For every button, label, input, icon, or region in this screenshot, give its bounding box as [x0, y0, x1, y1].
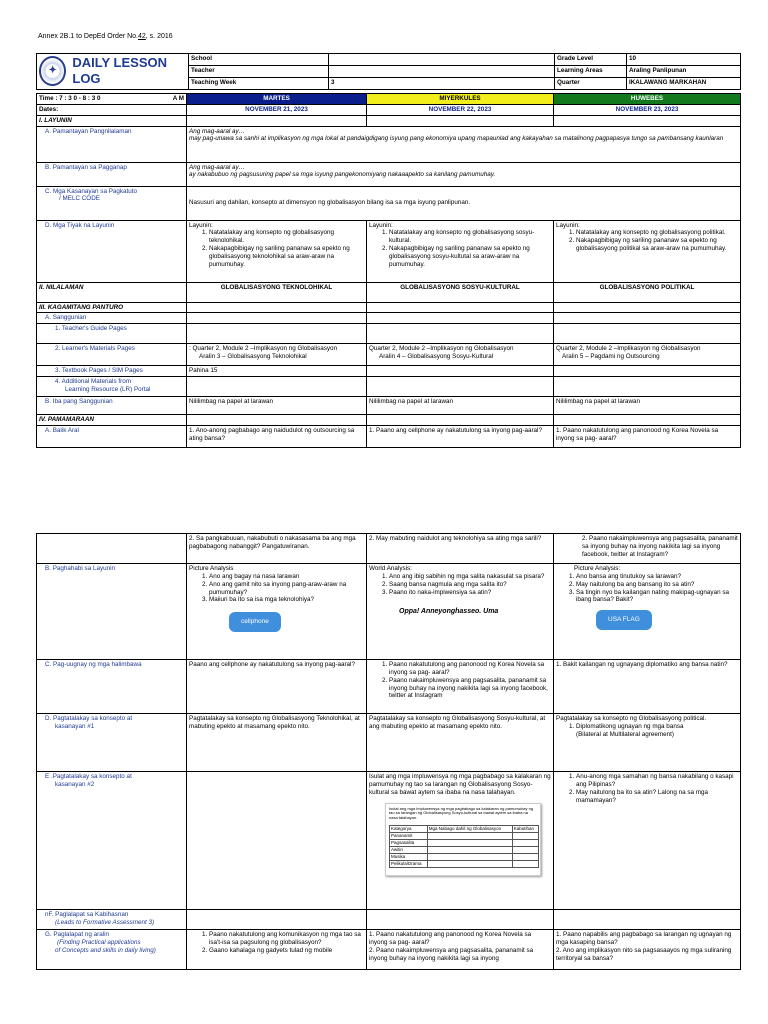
worksheet-row: Awitin: [390, 846, 428, 853]
pagtatalakay1-mon: Pagtatalakay sa konsepto ng Globalisasyong Teknolohikal, at mabuting epekto at masamang epekto nito.: [187, 714, 367, 772]
paghahabi-label: B. Paghahabi sa Layunin: [37, 564, 187, 660]
pag-uugnay-mon: Paano ang cellphone ay nakatutulong sa inyong pag-aaral?: [187, 660, 367, 714]
paglalapat-aralin-wed-1: 1. Paano nakatutulong ang panonood ng Korea Novela sa inyong sa pag- aaral?: [369, 931, 532, 946]
worksheet-caption: Isulat ang mga impluwensya ng mga pagbabago sa kalakaran ng pamumuhay ng tao sa larangan ng Globalisasyong Sosyo-kultural sa bawat aytem sa ibaba na nasa talahayan.: [389, 805, 534, 821]
paghahabi-wed: [367, 564, 554, 660]
paghahabi-wed-title: World Analysis:: [369, 565, 412, 572]
paghahabi-thu-item: 2. May naitulong ba ang bansang ito sa atin?: [576, 581, 738, 589]
iba-mon: Nililimbag na papel at larawan: [187, 397, 367, 415]
paglalapat-aralin-wed-2: 2. Paano nakaimpluwensya ang pagsasalita, pananamit sa inyong buhay na inyong nakikita lagi sa inyong: [369, 946, 534, 962]
additional-materials-label-2: Learning Resource (LR) Portal: [65, 386, 151, 394]
pagtatalakay1-wed: Pagtatalakay sa konsepto ng Globalisasyong Sosyu-kultural, at ang mabuting epekto at masamang epekto nito.: [367, 714, 554, 772]
worksheet-row: Pagsasalita: [390, 839, 428, 846]
layunin-thu-item: 2. Nakapagbibigay ng sariling pananaw sa epekto ng globalisasyong politikal sa araw-araw na pumumuhay.: [576, 237, 738, 253]
pagtatalakay2-thu-item: 1. Anu-anong mga samahan ng bansa nakabilang o kasapi ang Pilipinas?: [576, 773, 738, 789]
layunin-thu-item: 1. Natatalakay ang konsepto ng globalisasyong politikal.: [576, 229, 738, 237]
balik-aral-wed: 1. Paano ang cellphone ay nakatutulong sa inyong pag-aaral?: [367, 426, 554, 448]
paghahabi-thu-item: 3. Sa tingin nyo ba kailangan nating makipag-ugnayan sa ibang bansa? Bakit?: [576, 589, 738, 605]
dates-label: Dates:: [37, 104, 187, 115]
pagtatalakay2-thu: [554, 772, 741, 910]
additional-materials-label-1: 4. Additional Materials from: [55, 378, 131, 386]
kasanayan-label: [37, 186, 187, 220]
lm-mon: [187, 344, 367, 366]
section-nilalaman: II. NILALAMAN: [37, 282, 187, 302]
pamantayan-nilalaman-l1: Ang mag-aaral ay…: [189, 127, 245, 135]
time-label: Time : 7 : 3 0 - 8 : 3 0: [39, 95, 101, 102]
paglalapat-aralin-label-3: of Concepts and skills in daily living): [55, 946, 156, 954]
deped-seal-icon: ✦: [39, 56, 66, 86]
pagtatalakay1-label-2: kasanayan #1: [55, 722, 95, 730]
day-header-thu: HUWEBES: [554, 94, 741, 105]
lm-wed-2: Aralin 4 – Globalisasyong Sosyu-Kultural: [379, 353, 494, 361]
school-label: School: [189, 54, 329, 66]
time-ampm: A M: [172, 95, 184, 102]
paghahabi-wed-item: 2. Saang bansa nagmula ang mga salita ito?: [389, 581, 551, 589]
pagtatalakay2-thu-item: 2. May naitulong ba ito sa atin? Lalong na sa mga mamamayan?: [576, 789, 738, 805]
annex-number: 42: [138, 33, 146, 40]
paghahabi-wed-item: 1. Ano ang ibig sabihin ng mga salita nakasulat sa pisara?: [389, 573, 551, 581]
annex-line: [38, 33, 173, 40]
pamantayan-nilalaman-l2: may pag-unawa sa sanhi at implikasyon ng mga lokal at pandaigdigang isyung pang ekonomiya upang mapaunlad ang kakayahan sa matalinong pagpapasya tungo sa pambansang kaunlaran: [189, 135, 724, 143]
pamantayan-nilalaman-label: A. Pamantayan Pangnilalaman: [37, 126, 187, 162]
lm-thu: [554, 344, 741, 366]
paglalapat-aralin-thu-2: 2. Ano ang implikasyon nito sa pagsasaayos ng mga suliraning territoryal sa bansa?: [556, 946, 732, 962]
kasanayan-label-2: / MELC CODE: [59, 195, 100, 203]
balik-aral-mon: 1. Ano-anong pagbabago ang naidudulot ng outsourcing sa ating bansa?: [187, 426, 367, 448]
paghahabi-mon-item: 1. Ano ang bagay na nasa larawan: [209, 573, 364, 581]
worksheet-image: [385, 803, 541, 876]
section-layunin: I. LAYUNIN: [37, 115, 187, 126]
lm-wed-1: Quarter 2, Module 2 –Implikasyon ng Globalisasyon: [369, 345, 514, 353]
korean-phrase: Oppa! Anneyonghasseo. Uma: [399, 608, 499, 616]
pamantayan-pagganap-l2: ay nakabubuo ng pagsusuring papel sa mga isyung pangekonomiyang nakaaapekto sa kanilang pamumuhay.: [189, 171, 496, 179]
worksheet-row: Pananamit: [390, 832, 428, 839]
pag-uugnay-wed-item: 2. Paano nakaimpluwensya ang pagsasalita, pananamit sa inyong buhay na inyong nakikita lagi sa inyong facebook, twitter at Instagram: [389, 677, 551, 701]
layunin-wed: [367, 220, 554, 282]
pamantayan-pagganap-text: [187, 162, 741, 186]
teacher-value: [329, 65, 555, 77]
worksheet-header: Kabutihan: [512, 825, 538, 832]
paghahabi-thu: [554, 564, 741, 660]
worksheet-table: [389, 825, 539, 868]
pagtatalakay2-wed-text: Isulat ang mga impluwensya ng mga pagbabago sa kalakaran ng pamumuhay ng tao sa larangan ng Globalisasyong Sosyo-kultural sa bawat aytem sa ibaba na nasa talahayan.: [369, 773, 551, 796]
pagtatalakay2-label: [37, 772, 187, 910]
school-value: [329, 54, 555, 66]
pamantayan-pagganap-label: B. Pamantayan sa Pagganap: [37, 162, 187, 186]
pag-uugnay-label: C. Pag-uugnay ng mga halimbawa: [37, 660, 187, 714]
teachers-guide-label: 1. Teacher's Guide Pages: [37, 324, 187, 344]
paghahabi-thu-title: Picture Analysis:: [574, 565, 621, 572]
pagtatalakay1-label: [37, 714, 187, 772]
annex-prefix: Annex 2B.1 to DepEd Order No.: [38, 33, 138, 40]
date-wed: NOVEMBER 22, 2023: [367, 104, 554, 115]
paghahabi-mon-item: 2. Ano ang gamit nito sa inyong pang-araw-araw na pumumuhay?: [209, 581, 364, 597]
week-label: Teaching Week: [189, 77, 329, 89]
pag-uugnay-wed-item: 1. Paano nakatutulong ang panonood ng Korea Novela sa inyong sa pag- aaral?: [389, 661, 551, 677]
worksheet-header: Kategorya: [390, 825, 428, 832]
quarter-label: Quarter: [555, 77, 627, 89]
pagtatalakay2-label-1: E .Pagtatalakay sa konsepto at: [45, 773, 132, 780]
lm-thu-2: Aralin 5 – Pagdami ng Outsourcing: [562, 353, 660, 361]
layunin-wed-intro: Layunin:: [369, 221, 393, 229]
date-thu: NOVEMBER 23, 2023: [554, 104, 741, 115]
area-value: Araling Panlipunan: [627, 65, 741, 77]
lm-mon-1: : Quarter 2, Module 2 –Implikasyon ng Globalisasyon: [189, 345, 338, 353]
pamantayan-pagganap-l1: Ang mag-aaral ay…: [189, 163, 245, 171]
section-pamamaraan: IV. PAMAMARAAN: [37, 415, 187, 426]
paglalapat-kabihasnan-label: [37, 910, 187, 930]
pag-uugnay-wed: [367, 660, 554, 714]
paglalapat-aralin-mon-item: 1. Paano nakatutulong ang komunikasyon ng mga tao sa isa't-isa sa pagsulong ng globalisasyon?: [209, 931, 364, 947]
pagtatalakay1-thu-2: (Bilateral at Multilateral agreement): [576, 730, 674, 738]
page-title: DAILY LESSON LOG: [72, 55, 168, 87]
paghahabi-mon-title: Picture Analysis: [189, 565, 234, 572]
paglalapat-aralin-label: [37, 930, 187, 970]
cellphone-picture-button[interactable]: cellphone: [229, 612, 281, 632]
sanggunian-label: A. Sanggunian: [37, 313, 187, 324]
quarter-value: IKALAWANG MARKAHAN: [627, 77, 741, 89]
annex-suffix: , s. 2016: [145, 33, 173, 40]
paglalapat-kabihasnan-label-1: nF. Paglalapat sa Kabihasnan: [45, 911, 129, 918]
layunin-mon-item: 1. Natatalakay ang konsepto ng globalisasyong teknolohikal.: [209, 229, 364, 245]
lm-mon-2: Aralin 3 – Globalisasyong Teknolohikal: [199, 353, 307, 361]
textbook-pages-label: 3. Textbook Pages / SIM Pages: [37, 366, 187, 377]
balik-aral-thu: 1. Paano nakatutulong ang panonood ng Korea Novela sa inyong sa pag- aaral?: [554, 426, 741, 448]
continued-thu: 2. Paano nakaimpluwensya ang pagsasalita, pananamit sa inyong buhay na inyong nakikita lagi sa inyong facebook, twitter at Instagram?: [554, 534, 741, 564]
lesson-log-table-1: [36, 53, 741, 90]
additional-materials-label: [37, 377, 187, 397]
layunin-wed-item: 1. Natatalakay ang konsepto ng globalisasyong sosyu-kultural.: [389, 229, 551, 245]
week-value: 3: [329, 77, 555, 89]
day-header-wed: MIYERKULES: [367, 94, 554, 105]
paghahabi-mon: [187, 564, 367, 660]
kasanayan-label-1: C. Mga Kasanayan sa Pagkatuto: [45, 187, 138, 195]
layunin-mon-item: 2. Nakapagbibigay ng sariling pananaw sa epekto ng globalisasyong teknolohikal sa araw-araw na pumumuhay.: [209, 245, 364, 269]
paglalapat-aralin-thu-1: 1. Paano napabilis ang pagbabago sa larangan ng ugnayan ng mga kasaping bansa?: [556, 931, 732, 946]
header-brand: [37, 54, 189, 90]
tiyak-na-layunin-label: D. Mga Tiyak na Layunin: [37, 220, 187, 282]
worksheet-header: Mga Nabago dahil ng Globalisasyon: [427, 825, 512, 832]
nilalaman-wed: GLOBALISASYONG SOSYU-KULTURAL: [367, 282, 554, 302]
lesson-log-table-main: [36, 93, 741, 448]
nilalaman-thu: GLOBALISASYONG POLITIKAL: [554, 282, 741, 302]
pagtatalakay1-thu-item: 1. Diplomatikong ugnayan ng mga bansa: [576, 723, 738, 731]
area-label: Learning Areas: [555, 65, 627, 77]
grade-value: 10: [627, 54, 741, 66]
kasanayan-text: Nasusuri ang dahilan, konsepto at dimensyon ng globalisasyon bilang isa sa mga isyung panlipunan.: [187, 186, 741, 220]
pagtatalakay1-label-1: D. Pagtatalakay sa konsepto at: [45, 715, 133, 722]
teacher-label: Teacher: [189, 65, 329, 77]
paghahabi-mon-item: 3. Maiiuri ba ito sa isa mga teknolohiya?: [209, 596, 364, 604]
paglalapat-kabihasnan-label-2: (Leads to Formative Assessment 3): [55, 918, 155, 926]
paglalapat-aralin-mon: [187, 930, 367, 970]
layunin-mon-intro: Layunin:: [189, 221, 213, 229]
pagtatalakay1-thu: [554, 714, 741, 772]
iba-wed: Nililimbag na papel at larawan: [367, 397, 554, 415]
learners-materials-label: 2. Learner's Materials Pages: [37, 344, 187, 366]
lm-wed: [367, 344, 554, 366]
grade-label: Grade Level: [555, 54, 627, 66]
paglalapat-aralin-label-2: (Finding Practical applications: [57, 938, 141, 946]
paglalapat-aralin-wed: [367, 930, 554, 970]
worksheet-row: Musika: [390, 853, 428, 860]
paghahabi-thu-item: 1. Ano bansa ang tinutukoy sa larawan?: [576, 573, 738, 581]
iba-thu: Nililimbag na papel at larawan: [554, 397, 741, 415]
layunin-mon: [187, 220, 367, 282]
pagtatalakay2-label-2: kasanayan #2: [55, 780, 95, 788]
balik-aral-label: A. Balik Aral: [37, 426, 187, 448]
pagtatalakay1-thu-1: Pagtatalakay sa konsepto ng Globalisasyong political.: [556, 715, 707, 722]
date-mon: NOVEMBER 21, 2023: [187, 104, 367, 115]
time-cell: [37, 94, 187, 105]
continued-wed: 2. May mabuting naidulot ang teknolohiya sa ating mga sarili?: [367, 534, 554, 564]
pagtatalakay2-wed: [367, 772, 554, 910]
layunin-thu-intro: Layunin:: [556, 221, 580, 229]
nilalaman-mon: GLOBALISASYONG TEKNOLOHIKAL: [187, 282, 367, 302]
lm-thu-1: Quarter 2, Module 2 –Implikasyon ng Globalisasyon: [556, 345, 701, 353]
continued-mon: 2. Sa pangkabuuan, nakabubuti o nakasasama ba ang mga pagbabagong nabanggit? Pangatuwiranan.: [187, 534, 367, 564]
iba-pang-sanggunian-label: B. Iba pang Sanggunian: [37, 397, 187, 415]
lesson-log-table-2: [36, 533, 741, 970]
paglalapat-aralin-thu: [554, 930, 741, 970]
layunin-wed-item: 2. Nakapagbibigay ng sariling pananaw sa epekto ng globalisasyong sosyu-kultutal sa araw-araw na pumumuhay.: [389, 245, 551, 269]
worksheet-row: Pelikula/Drama: [390, 860, 428, 867]
section-kagamitang: III. KAGAMITANG PANTURO: [37, 302, 187, 313]
pamantayan-nilalaman-text: [187, 126, 741, 162]
paglalapat-aralin-label-1: G. Paglalapat ng aralin: [45, 931, 110, 938]
paglalapat-aralin-mon-item: 2. Gaano kahalaga ng gadyets tulad ng mobile: [209, 947, 364, 955]
usa-flag-picture-button[interactable]: USA FLAG: [596, 610, 652, 630]
layunin-thu: [554, 220, 741, 282]
pag-uugnay-thu: 1. Bakit kailangan ng ugnayang diplomatiko ang bansa natin?: [554, 660, 741, 714]
day-header-mon: MARTES: [187, 94, 367, 105]
textbook-mon: Pahina 15: [187, 366, 367, 377]
paghahabi-wed-item: 3. Paano ito naka-impiwensiya sa atin?: [389, 589, 551, 597]
